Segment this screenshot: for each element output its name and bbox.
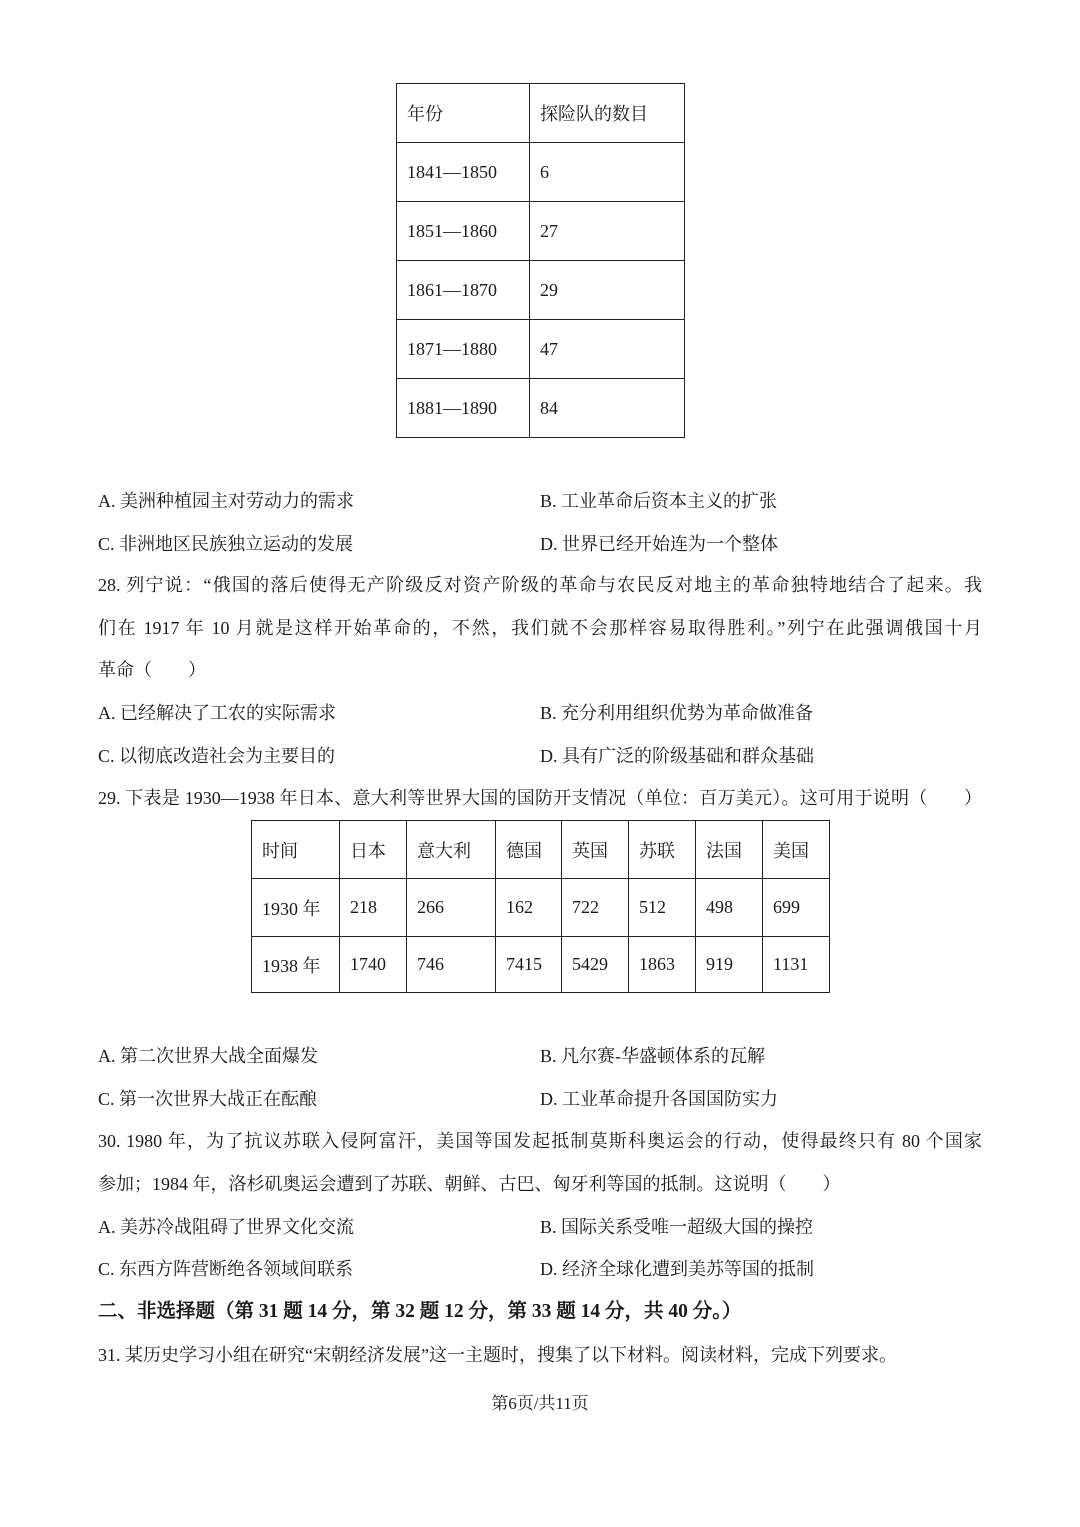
q28-stem-line-1: 28. 列宁说：“俄国的落后使得无产阶级反对资产阶级的革命与农民反对地主的革命独特地结合了起来。我 bbox=[98, 575, 982, 595]
section-heading: 二、非选择题（第 31 题 14 分，第 32 题 12 分，第 33 题 14 分，共 40 分。） bbox=[98, 1301, 742, 1322]
header-soviet-union: 苏联 bbox=[629, 821, 696, 879]
q28-stem-line-2: 们在 1917 年 10 月就是这样开始革命的，不然，我们就不会那样容易取得胜利。”列宁在此强调俄国十月 bbox=[98, 618, 982, 638]
q29-option-c: C. 第一次世界大战正在酝酿 bbox=[98, 1089, 318, 1109]
table-row bbox=[397, 320, 685, 379]
q29-stem: 29. 下表是 1930—1938 年日本、意大利等世界大国的国防开支情况（单位：百万美元）。这可用于说明（ ） bbox=[98, 788, 982, 808]
q30-option-b: B. 国际关系受唯一超级大国的操控 bbox=[540, 1217, 814, 1237]
table-cell: 266 bbox=[407, 879, 496, 937]
header-year: 年份 bbox=[397, 84, 530, 143]
header-france: 法国 bbox=[696, 821, 763, 879]
table-cell: 1863 bbox=[629, 937, 696, 993]
header-germany: 德国 bbox=[496, 821, 562, 879]
header-japan: 日本 bbox=[340, 821, 407, 879]
q28-option-c: C. 以彻底改造社会为主要目的 bbox=[98, 746, 336, 766]
q27-option-d: D. 世界已经开始连为一个整体 bbox=[540, 534, 778, 554]
table-cell: 1881—1890 bbox=[397, 379, 530, 438]
q27-option-c: C. 非洲地区民族独立运动的发展 bbox=[98, 534, 354, 554]
q28-option-b: B. 充分利用组织优势为革命做准备 bbox=[540, 703, 814, 723]
q30-stem-line-2: 参加；1984 年，洛杉矶奥运会遭到了苏联、朝鲜、古巴、匈牙利等国的抵制。这说明（ ） bbox=[98, 1174, 841, 1194]
table-cell: 1131 bbox=[763, 937, 830, 993]
table-cell: 5429 bbox=[562, 937, 629, 993]
table-cell: 1841—1850 bbox=[397, 143, 530, 202]
defense-spending-table bbox=[251, 820, 830, 993]
q30-stem-line-1: 30. 1980 年，为了抗议苏联入侵阿富汗，美国等国发起抵制莫斯科奥运会的行动，使得最终只有 80 个国家 bbox=[98, 1131, 982, 1151]
table-cell: 722 bbox=[562, 879, 629, 937]
q30-option-d: D. 经济全球化遭到美苏等国的抵制 bbox=[540, 1259, 814, 1279]
q30-option-a: A. 美苏冷战阻碍了世界文化交流 bbox=[98, 1217, 354, 1237]
expedition-table bbox=[396, 83, 685, 438]
table-header-row bbox=[252, 821, 830, 879]
table-cell: 1871—1880 bbox=[397, 320, 530, 379]
table-cell: 746 bbox=[407, 937, 496, 993]
q27-option-b: B. 工业革命后资本主义的扩张 bbox=[540, 491, 778, 511]
table-cell: 27 bbox=[530, 202, 685, 261]
page-number: 第6页/共11页 bbox=[491, 1394, 589, 1413]
q28-option-d: D. 具有广泛的阶级基础和群众基础 bbox=[540, 746, 814, 766]
q28-stem-line-3: 革命（ ） bbox=[98, 660, 206, 680]
header-usa: 美国 bbox=[763, 821, 830, 879]
q31-stem: 31. 某历史学习小组在研究“宋朝经济发展”这一主题时，搜集了以下材料。阅读材料，完成下列要求。 bbox=[98, 1345, 897, 1365]
table-cell: 512 bbox=[629, 879, 696, 937]
table-cell: 699 bbox=[763, 879, 830, 937]
header-britain: 英国 bbox=[562, 821, 629, 879]
table-row bbox=[252, 937, 830, 993]
table-cell: 1938 年 bbox=[252, 937, 340, 993]
table-row bbox=[397, 261, 685, 320]
table-cell: 47 bbox=[530, 320, 685, 379]
q27-option-a: A. 美洲种植园主对劳动力的需求 bbox=[98, 491, 354, 511]
table-header-row bbox=[397, 84, 685, 143]
q29-option-d: D. 工业革命提升各国国防实力 bbox=[540, 1089, 778, 1109]
table-row bbox=[252, 879, 830, 937]
table-cell: 919 bbox=[696, 937, 763, 993]
header-time: 时间 bbox=[252, 821, 340, 879]
table-cell: 1930 年 bbox=[252, 879, 340, 937]
q28-option-a: A. 已经解决了工农的实际需求 bbox=[98, 703, 336, 723]
table-row bbox=[397, 143, 685, 202]
table-cell: 6 bbox=[530, 143, 685, 202]
table-cell: 7415 bbox=[496, 937, 562, 993]
table-cell: 29 bbox=[530, 261, 685, 320]
table-cell: 1740 bbox=[340, 937, 407, 993]
table-cell: 1861—1870 bbox=[397, 261, 530, 320]
table-cell: 1851—1860 bbox=[397, 202, 530, 261]
table-row bbox=[397, 379, 685, 438]
table-cell: 498 bbox=[696, 879, 763, 937]
table-row bbox=[397, 202, 685, 261]
q29-option-b: B. 凡尔赛-华盛顿体系的瓦解 bbox=[540, 1046, 765, 1066]
table-cell: 84 bbox=[530, 379, 685, 438]
header-italy: 意大利 bbox=[407, 821, 496, 879]
table-cell: 218 bbox=[340, 879, 407, 937]
q30-option-c: C. 东西方阵营断绝各领域间联系 bbox=[98, 1259, 354, 1279]
header-expedition-count: 探险队的数目 bbox=[530, 84, 685, 143]
q29-option-a: A. 第二次世界大战全面爆发 bbox=[98, 1046, 318, 1066]
table-cell: 162 bbox=[496, 879, 562, 937]
